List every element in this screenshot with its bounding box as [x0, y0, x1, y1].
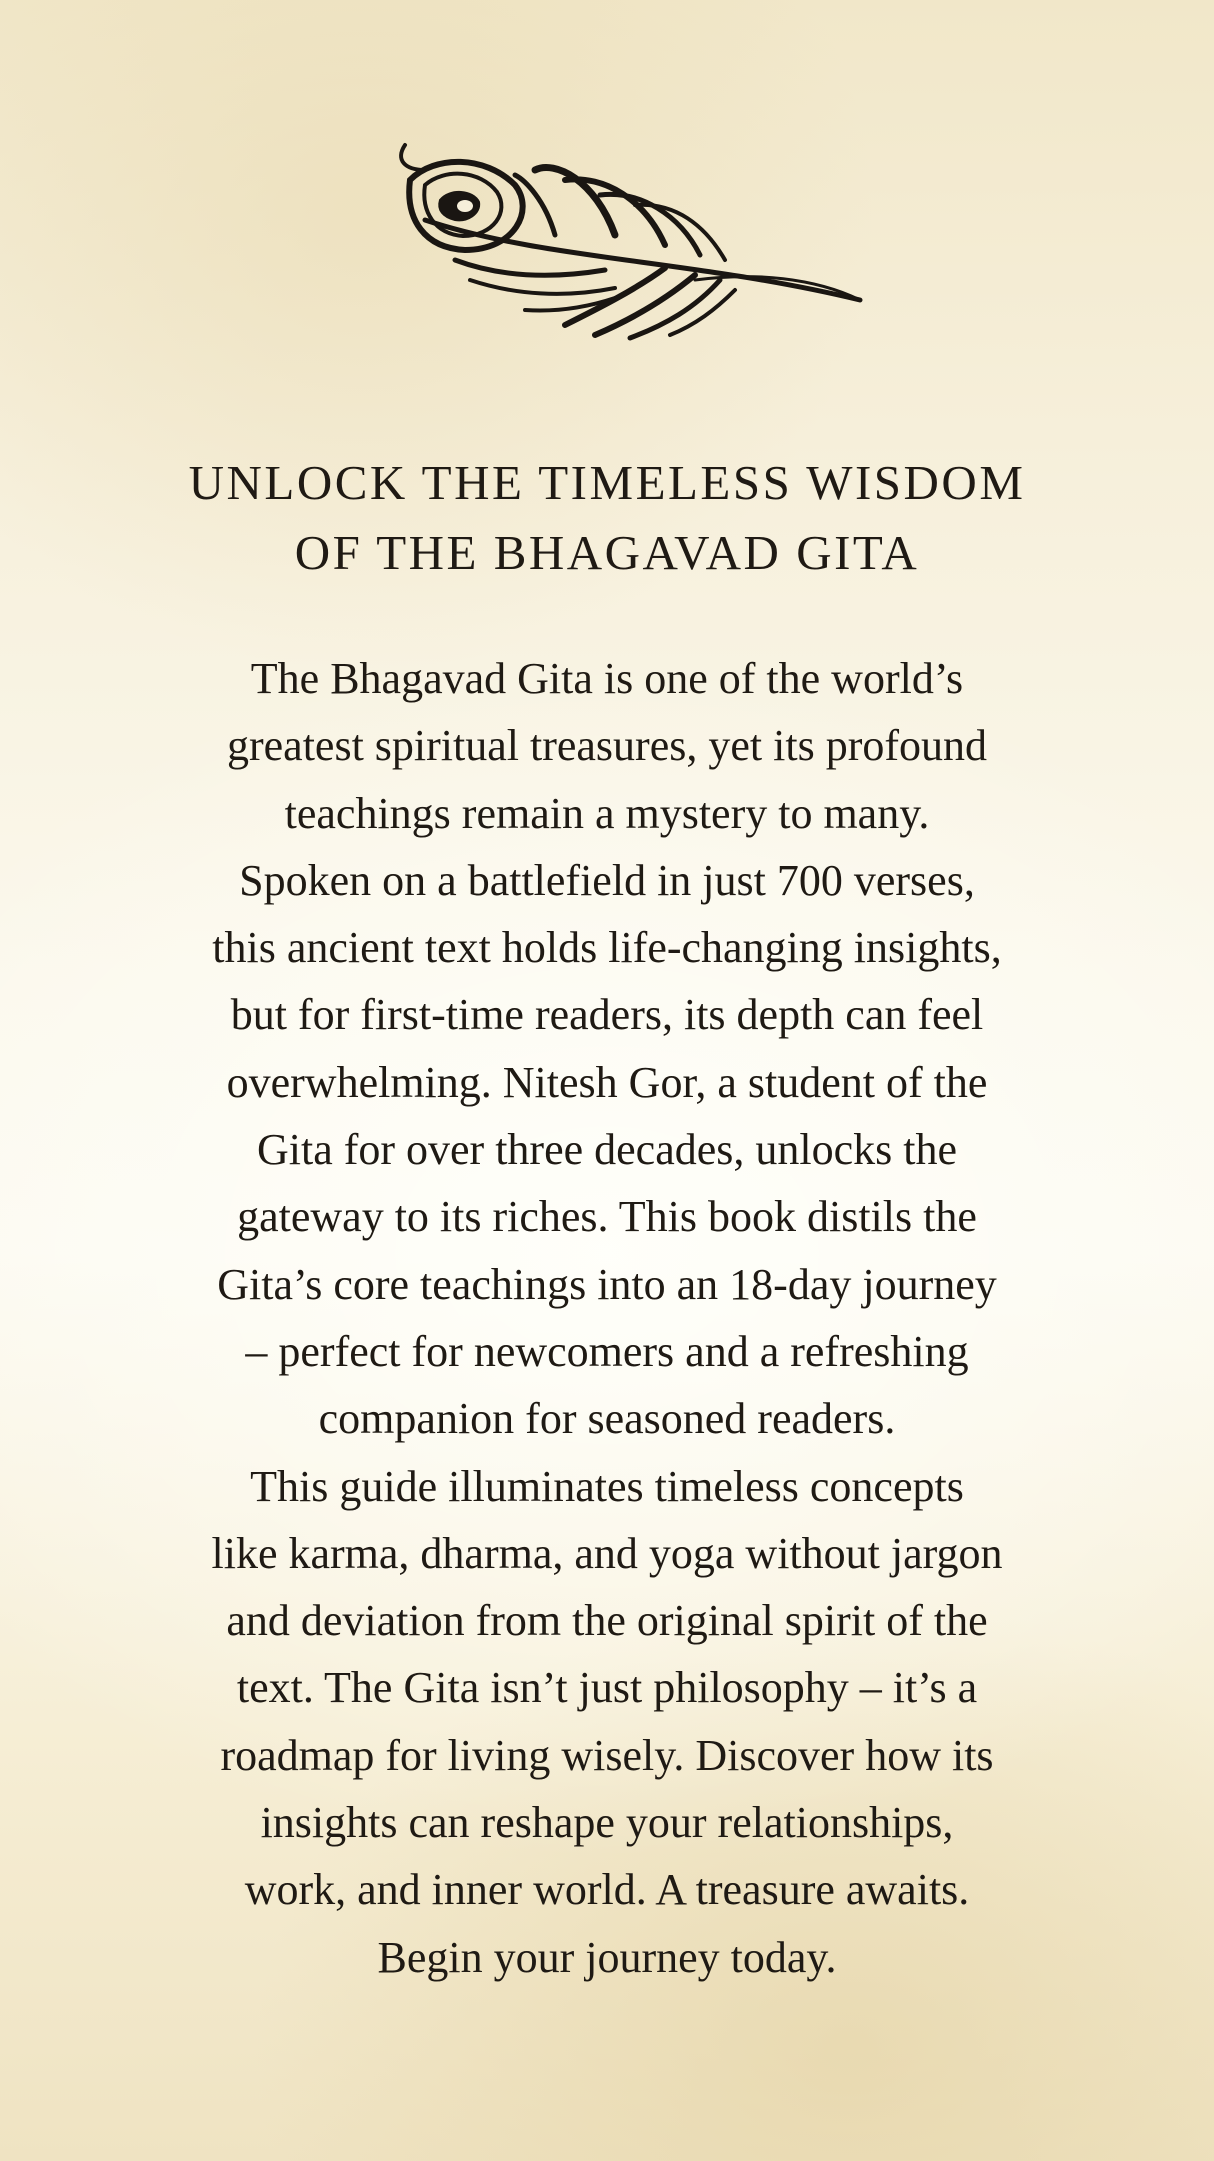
blurb-line: Gita’s core teachings into an 18-day journey: [217, 1259, 997, 1309]
blurb-line: but for first-time readers, its depth can feel: [230, 990, 984, 1040]
blurb-line: The Bhagavad Gita is one of the world’s: [250, 654, 964, 703]
blurb-line: Spoken on a battlefield in just 700 verses,: [239, 855, 975, 905]
blurb-line: Begin your journey today.: [377, 1932, 837, 1982]
blurb-line: insights can reshape your relationships,: [260, 1798, 954, 1848]
blurb-line: greatest spiritual treasures, yet its profound: [226, 721, 987, 771]
heading-line-1: UNLOCK THE TIMELESS WISDOM: [188, 455, 1026, 510]
blurb-line: – perfect for newcomers and a refreshing: [245, 1326, 969, 1376]
peacock-feather-icon: [395, 140, 865, 355]
heading-line-2: OF THE BHAGAVAD GITA: [294, 525, 920, 580]
blurb-line: this ancient text holds life-changing insights,: [212, 923, 1002, 973]
blurb-line: gateway to its riches. This book distils the: [237, 1192, 977, 1242]
blurb-line: companion for seasoned readers.: [318, 1394, 896, 1444]
blurb-line: like karma, dharma, and yoga without jargon: [211, 1528, 1003, 1578]
blurb-line: This guide illuminates timeless concepts: [250, 1461, 964, 1511]
blurb-line: Gita for over three decades, unlocks the: [256, 1125, 958, 1175]
blurb-line: overwhelming. Nitesh Gor, a student of the: [226, 1057, 988, 1107]
blurb-line: text. The Gita isn’t just philosophy – it’s a: [236, 1663, 978, 1713]
blurb-line: roadmap for living wisely. Discover how its: [220, 1730, 994, 1780]
blurb-paragraph: [60, 645, 1154, 1991]
blurb-line: work, and inner world. A treasure awaits.: [244, 1865, 970, 1915]
blurb-line: teachings remain a mystery to many.: [284, 788, 930, 838]
blurb-line: and deviation from the original spirit of the: [226, 1596, 988, 1646]
cover-heading: [60, 448, 1154, 588]
